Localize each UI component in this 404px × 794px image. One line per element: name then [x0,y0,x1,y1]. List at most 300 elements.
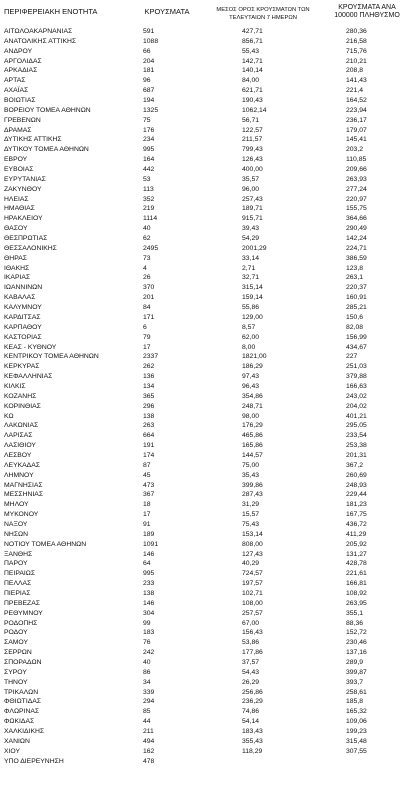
per100k-value: 243,02 [346,392,367,400]
cases-value: 146 [143,599,155,607]
table-row [0,362,404,372]
region-name: ΑΧΑΪΑΣ [4,87,29,95]
per100k-value: 221,4 [346,87,364,95]
region-name: ΜΑΓΝΗΣΙΑΣ [4,481,43,489]
table-row [0,126,404,136]
table-row [0,451,404,461]
per100k-value: 220,37 [346,284,367,292]
region-name: ΛΑΡΙΣΑΣ [4,432,33,440]
per100k-value: 110,85 [346,156,367,164]
per100k-value: 204,02 [346,402,367,410]
table-row [0,668,404,678]
avg7-value: 53,86 [242,639,260,647]
table-row [0,352,404,362]
per100k-value: 227 [346,353,358,361]
region-name: ΚΑΒΑΛΑΣ [4,294,36,302]
cases-value: 219 [143,205,155,213]
per100k-value: 216,58 [346,37,367,45]
table-row [0,37,404,47]
per100k-value: 145,41 [346,136,367,144]
per100k-value: 155,75 [346,205,367,213]
per100k-value: 263,1 [346,274,364,282]
region-name: ΑΡΓΟΛΙΔΑΣ [4,57,42,65]
cases-value: 181 [143,67,155,75]
avg7-value: 56,71 [242,116,260,124]
table-row [0,510,404,520]
avg7-value: 189,71 [242,205,263,213]
avg7-value: 62,00 [242,333,260,341]
table-row [0,441,404,451]
cases-value: 4 [143,264,147,272]
avg7-value: 40,29 [242,560,260,568]
table-row [0,195,404,205]
cases-value: 1091 [143,540,159,548]
per100k-value: 220,97 [346,195,367,203]
avg7-value: 33,14 [242,254,260,262]
cases-value: 262 [143,363,155,371]
table-row [0,737,404,747]
table-row [0,500,404,510]
avg7-value: 54,14 [242,718,260,726]
table-row [0,224,404,234]
region-name: ΙΩΑΝΝΙΝΩΝ [4,284,43,292]
avg7-value: 315,14 [242,284,263,292]
per100k-value: 164,52 [346,97,367,105]
table-row [0,599,404,609]
region-name: ΑΡΤΑΣ [4,77,26,85]
table-row [0,569,404,579]
cases-value: 234 [143,136,155,144]
avg7-value: 257,43 [242,195,263,203]
region-name: ΚΕΡΚΥΡΑΣ [4,363,40,371]
table-row [0,412,404,422]
cases-value: 442 [143,166,155,174]
region-name: ΠΑΡΟΥ [4,560,28,568]
cases-value: 18 [143,501,151,509]
table-row [0,106,404,116]
region-name: ΚΟΖΑΝΗΣ [4,392,37,400]
avg7-value: 122,57 [242,126,263,134]
per100k-value: 236,17 [346,116,367,124]
header-region: ΠΕΡΙΦΕΡΕΙΑΚΗ ΕΝΟΤΗΤΑ [4,7,98,16]
per100k-value: 248,93 [346,481,367,489]
table-header [0,0,404,24]
per100k-value: 399,87 [346,668,367,676]
table-row [0,688,404,698]
cases-value: 242 [143,649,155,657]
cases-value: 296 [143,402,155,410]
region-name: ΣΥΡΟΥ [4,668,27,676]
cases-value: 687 [143,87,155,95]
avg7-value: 355,43 [242,737,263,745]
table-row [0,135,404,145]
avg7-value: 724,57 [242,570,263,578]
table-row [0,727,404,737]
cases-value: 136 [143,373,155,381]
table-row [0,638,404,648]
cases-value: 2495 [143,244,159,252]
avg7-value: 15,57 [242,511,260,519]
per100k-value: 205,92 [346,540,367,548]
cases-value: 53 [143,175,151,183]
per100k-value: 386,59 [346,254,367,262]
cases-value: 138 [143,589,155,597]
per100k-value: 185,8 [346,698,364,706]
per100k-value: 436,72 [346,520,367,528]
cases-value: 85 [143,708,151,716]
avg7-value: 190,43 [242,97,263,105]
region-name: ΧΙΟΥ [4,747,21,755]
region-name: ΦΛΩΡΙΝΑΣ [4,708,40,716]
avg7-value: 856,71 [242,37,263,45]
region-name: ΑΙΤΩΛΟΑΚΑΡΝΑΝΙΑΣ [4,28,73,35]
cases-value: 201 [143,294,155,302]
table-row [0,589,404,599]
avg7-value: 156,43 [242,629,263,637]
avg7-value: 96,00 [242,185,260,193]
cases-value: 146 [143,550,155,558]
cases-value: 1325 [143,106,159,114]
per100k-value: 131,27 [346,550,367,558]
region-name: ΛΕΥΚΑΔΑΣ [4,461,40,469]
region-name: ΝΗΣΩΝ [4,530,29,538]
region-name: ΚΕΑΣ - ΚΥΘΝΟΥ [4,343,57,351]
table-row [0,343,404,353]
per100k-value: 260,69 [346,471,367,479]
avg7-value: 75,00 [242,461,260,469]
per100k-value: 88,36 [346,619,364,627]
avg7-value: 108,00 [242,599,263,607]
per100k-value: 277,24 [346,185,367,193]
cases-value: 62 [143,235,151,243]
table-row [0,234,404,244]
cases-value: 171 [143,313,155,321]
region-name: ΛΕΣΒΟΥ [4,451,32,459]
region-name: ΦΩΚΙΔΑΣ [4,718,35,726]
avg7-value: 256,86 [242,688,263,696]
per100k-value: 295,05 [346,422,367,430]
avg7-value: 153,14 [242,530,263,538]
region-name: ΚΟΡΙΝΘΙΑΣ [4,402,41,410]
cases-value: 473 [143,481,155,489]
region-name: ΓΡΕΒΕΝΩΝ [4,116,41,124]
region-name: ΧΑΛΚΙΔΙΚΗΣ [4,728,45,736]
region-name: ΦΘΙΩΤΙΔΑΣ [4,698,41,706]
avg7-value: 2,71 [242,264,256,272]
table-row [0,717,404,727]
cases-value: 86 [143,668,151,676]
table-row [0,76,404,86]
avg7-value: 118,29 [242,747,263,755]
cases-value: 134 [143,382,155,390]
avg7-value: 54,29 [242,235,260,243]
table-row [0,86,404,96]
region-name: ΚΕΦΑΛΛΗΝΙΑΣ [4,373,53,381]
table-row [0,402,404,412]
cases-value: 40 [143,225,151,233]
region-name: ΠΙΕΡΙΑΣ [4,589,31,597]
per100k-value: 367,2 [346,461,364,469]
region-name: ΚΑΛΥΜΝΟΥ [4,304,42,312]
per100k-value: 401,21 [346,412,367,420]
cases-value: 138 [143,412,155,420]
table-body [0,27,404,766]
region-name: ΔΡΑΜΑΣ [4,126,32,134]
region-name: ΗΜΑΘΙΑΣ [4,205,35,213]
avg7-value: 197,57 [242,580,263,588]
cases-value: 2337 [143,353,159,361]
region-name: ΥΠΟ ΔΙΕΡΕΥΝΗΣΗ [4,757,64,765]
table-row [0,461,404,471]
avg7-value: 287,43 [242,491,263,499]
per100k-value: 289,9 [346,659,364,666]
avg7-value: 127,43 [242,550,263,558]
avg7-value: 39,43 [242,225,260,233]
per100k-value: 167,75 [346,511,367,519]
cases-value: 365 [143,392,155,400]
per100k-value: 208,8 [346,67,364,75]
per100k-value: 108,92 [346,589,367,597]
avg7-value: 96,43 [242,382,260,390]
cases-value: 304 [143,609,155,617]
table-row [0,323,404,333]
per100k-value: 263,95 [346,599,367,607]
per100k-value: 290,49 [346,225,367,233]
per100k-value: 137,16 [346,649,367,657]
region-name: ΤΗΝΟΥ [4,678,28,686]
avg7-value: 1821,00 [242,353,267,361]
table-row [0,757,404,767]
region-name: ΡΟΔΟΠΗΣ [4,619,38,627]
per100k-value: 150,6 [346,313,364,321]
per100k-value: 307,55 [346,747,367,755]
per100k-value: 166,81 [346,580,367,588]
cases-value: 164 [143,156,155,164]
table-row [0,421,404,431]
cases-value: 6 [143,323,147,331]
per100k-value: 165,32 [346,708,367,716]
region-name: ΧΑΝΙΩΝ [4,737,30,745]
avg7-value: 98,00 [242,412,260,420]
cases-value: 263 [143,422,155,430]
cases-value: 76 [143,639,151,647]
table-row [0,185,404,195]
table-row [0,264,404,274]
table-row [0,175,404,185]
cases-value: 233 [143,580,155,588]
table-row [0,204,404,214]
per100k-value: 355,1 [346,609,364,617]
region-name: ΣΑΜΟΥ [4,639,28,647]
avg7-value: 165,86 [242,442,263,450]
region-name: ΙΘΑΚΗΣ [4,264,30,272]
avg7-value: 236,29 [242,698,263,706]
region-name: ΝΟΤΙΟΥ ΤΟΜΕΑ ΑΘΗΝΩΝ [4,540,87,548]
avg7-value: 97,43 [242,373,260,381]
region-name: ΠΡΕΒΕΖΑΣ [4,599,40,607]
per100k-value: 109,06 [346,718,367,726]
table-row [0,116,404,126]
table-row [0,313,404,323]
cases-value: 1088 [143,37,159,45]
per100k-value: 379,88 [346,373,367,381]
per100k-value: 285,21 [346,304,367,312]
cases-value: 99 [143,619,151,627]
cases-value: 211 [143,728,154,736]
cases-value: 44 [143,718,151,726]
region-name: ΒΟΡΕΙΟΥ ΤΟΜΕΑ ΑΘΗΝΩΝ [4,106,91,114]
table-row [0,628,404,638]
cases-value: 17 [143,511,151,519]
cases-value: 294 [143,698,155,706]
region-name: ΘΗΡΑΣ [4,254,27,262]
per100k-value: 179,07 [346,126,367,134]
region-name: ΕΒΡΟΥ [4,156,28,164]
avg7-value: 8,00 [242,343,256,351]
region-name: ΑΡΚΑΔΙΑΣ [4,67,38,75]
avg7-value: 140,14 [242,67,263,75]
cases-value: 494 [143,737,155,745]
cases-value: 352 [143,195,155,203]
cases-value: 87 [143,461,151,469]
per100k-value: 229,44 [346,491,367,499]
table-row [0,155,404,165]
table-row [0,382,404,392]
table-row [0,431,404,441]
per100k-value: 411,29 [346,530,367,538]
table-row [0,609,404,619]
table-row [0,96,404,106]
header-cases: ΚΡΟΥΣΜΑΤΑ [144,7,190,16]
cases-value: 17 [143,343,151,351]
avg7-value: 55,43 [242,47,260,55]
region-name: ΛΗΜΝΟΥ [4,471,34,479]
table-row [0,165,404,175]
avg7-value: 257,57 [242,609,263,617]
cases-value: 204 [143,57,155,65]
avg7-value: 126,43 [242,156,263,164]
table-row [0,47,404,57]
avg7-value: 248,71 [242,402,263,410]
header-per100k: ΚΡΟΥΣΜΑΤΑ ΑΝΑ 100000 ΠΛΗΘΥΣΜΟ [334,4,400,19]
cases-value: 189 [143,530,155,538]
avg7-value: 144,57 [242,451,263,459]
table-row [0,648,404,658]
table-row [0,244,404,254]
avg7-value: 84,00 [242,77,260,85]
cases-value: 367 [143,491,155,499]
table-row [0,333,404,343]
table-row [0,303,404,313]
per100k-value: 82,08 [346,323,364,331]
cases-value: 191 [143,442,155,450]
table-row [0,559,404,569]
avg7-value: 427,71 [242,28,263,35]
per100k-value: 221,61 [346,570,367,578]
avg7-value: 177,86 [242,649,263,657]
avg7-value: 1062,14 [242,106,267,114]
table-row [0,520,404,530]
cases-value: 96 [143,77,151,85]
cases-value: 339 [143,688,155,696]
avg7-value: 183,43 [242,728,263,736]
per100k-value: 181,23 [346,501,367,509]
table-row [0,293,404,303]
per100k-value: 209,66 [346,166,367,174]
avg7-value: 8,57 [242,323,256,331]
table-row [0,372,404,382]
per100k-value: 434,67 [346,343,367,351]
per100k-value: 258,61 [346,688,367,696]
region-name: ΡΟΔΟΥ [4,629,28,637]
avg7-value: 808,00 [242,540,263,548]
table-row [0,283,404,293]
per100k-value: 210,21 [346,57,367,65]
cases-value: 1114 [143,215,158,223]
per100k-value: 393,7 [346,678,364,686]
per100k-value: 203,2 [346,146,364,154]
avg7-value: 400,00 [242,166,263,174]
per100k-value: 199,23 [346,728,367,736]
per100k-value: 141,43 [346,77,367,85]
region-name: ΘΕΣΣΑΛΟΝΙΚΗΣ [4,244,57,252]
table-row [0,57,404,67]
cases-value: 73 [143,254,151,262]
region-name: ΞΑΝΘΗΣ [4,550,33,558]
header-avg7: ΜΕΣΟΣ ΟΡΟΣ ΚΡΟΥΣΜΑΤΩΝ ΤΩΝ ΤΕΛΕΥΤΑΙΩΝ 7 ΗΜΕΡΩΝ [216,7,310,21]
avg7-value: 32,71 [242,274,260,282]
region-name: ΠΕΙΡΑΙΩΣ [4,570,36,578]
per100k-value: 230,46 [346,639,367,647]
cases-value: 174 [143,451,155,459]
cases-value: 194 [143,97,155,105]
cases-value: 162 [143,747,155,755]
avg7-value: 354,86 [242,392,263,400]
avg7-value: 54,43 [242,668,260,676]
cases-value: 478 [143,757,155,765]
region-name: ΚΑΡΔΙΤΣΑΣ [4,313,41,321]
cases-value: 995 [143,570,155,578]
table-row [0,579,404,589]
avg7-value: 2001,29 [242,244,267,252]
avg7-value: 26,29 [242,678,260,686]
table-row [0,747,404,757]
region-name: ΖΑΚΥΝΘΟΥ [4,185,42,193]
avg7-value: 129,00 [242,313,263,321]
per100k-value: 223,94 [346,106,367,114]
region-name: ΚΩ [4,412,14,420]
table-row [0,530,404,540]
per100k-value: 156,99 [346,333,367,341]
cases-value: 91 [143,520,151,528]
table-row [0,658,404,668]
region-name: ΑΝΔΡΟΥ [4,47,33,55]
table-row [0,481,404,491]
region-name: ΘΑΣΟΥ [4,225,28,233]
region-name: ΒΟΙΩΤΙΑΣ [4,97,36,105]
region-name: ΠΕΛΛΑΣ [4,580,32,588]
avg7-value: 176,29 [242,422,263,430]
avg7-value: 142,71 [242,57,263,65]
region-name: ΘΕΣΠΡΩΤΙΑΣ [4,235,48,243]
avg7-value: 399,86 [242,481,263,489]
avg7-value: 159,14 [242,294,263,302]
cases-value: 995 [143,146,155,154]
cases-value: 176 [143,126,155,134]
table-row [0,697,404,707]
table-row [0,392,404,402]
table-row [0,27,404,37]
